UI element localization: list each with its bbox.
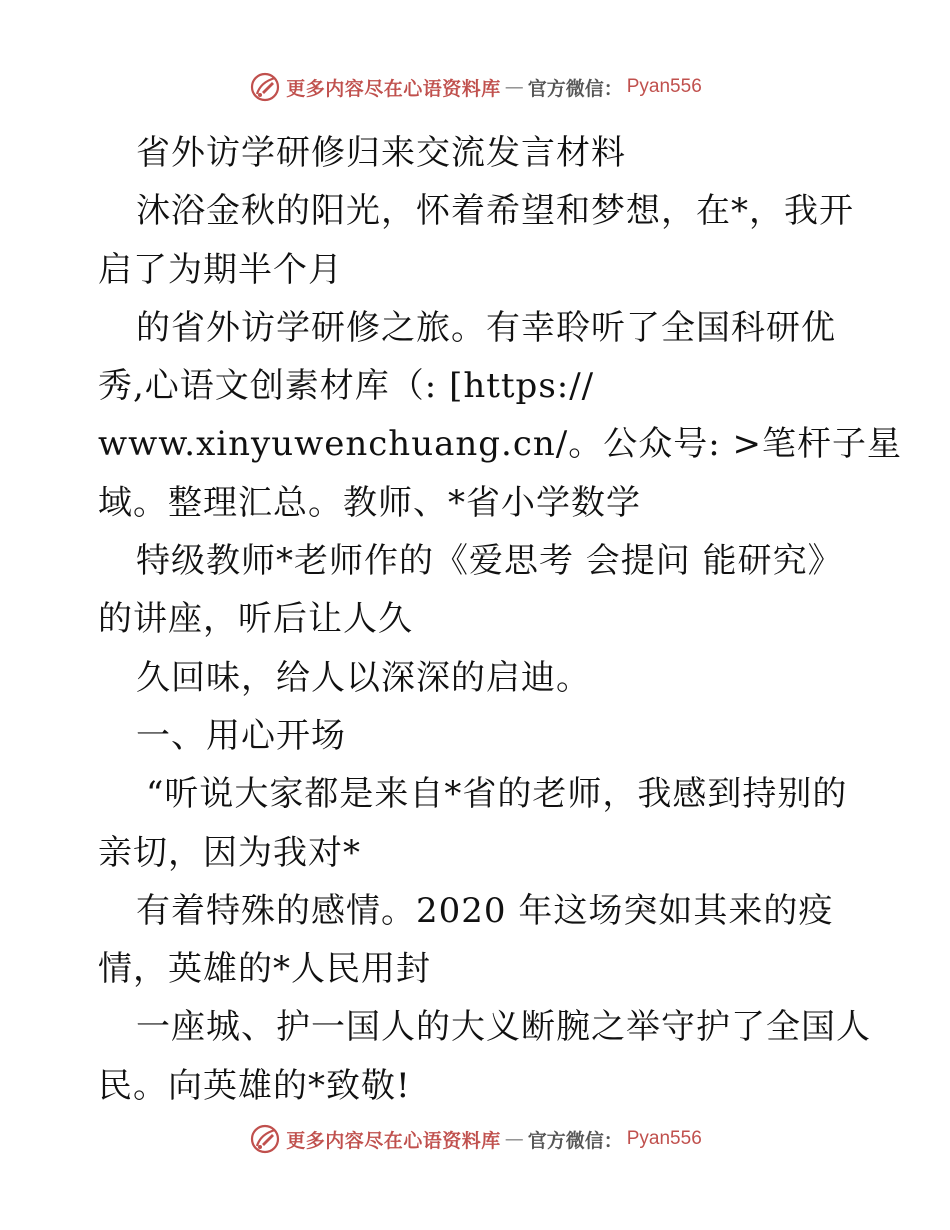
paragraph-line: 情，英雄的*人民用封 (98, 949, 431, 990)
paragraph-line: 久回味，给人以深深的启迪。 (136, 657, 591, 698)
paragraph-line: 秀,心语文创素材库（: [https:// (98, 366, 595, 407)
paragraph-line: 的讲座，听后让人久 (98, 599, 413, 640)
paragraph-line: 启了为期半个月 (98, 249, 343, 290)
paragraph-line: 民。向英雄的*致敬! (98, 1065, 411, 1106)
banner-wechat-label: 官方微信： (527, 77, 623, 100)
footer-banner (0, 1122, 950, 1156)
document-title: 省外访学研修归来交流发言材料 (136, 133, 626, 173)
pen-swirl-logo-icon (248, 1122, 282, 1156)
paragraph-line: 的省外访学研修之旅。有幸聆听了全国科研优 (136, 307, 836, 348)
banner-wechat-id: Pyan556 (626, 1128, 702, 1149)
paragraph-line: www.xinyuwenchuang.cn/。公众号: >笔杆子星 (98, 424, 902, 465)
pen-swirl-logo-icon (248, 70, 282, 104)
banner-dash: — (504, 1128, 524, 1150)
paragraph-line: 一座城、护一国人的大义断腕之举守护了全国人 (136, 1007, 871, 1048)
paragraph-line: 特级教师*老师作的《爱思考 会提问 能研究》 (136, 541, 843, 582)
banner-dash: — (504, 76, 524, 98)
paragraph-line: 有着特殊的感情。2020 年这场突如其来的疫 (136, 890, 834, 931)
paragraph-line: 域。整理汇总。教师、*省小学数学 (98, 482, 641, 523)
banner-wechat-label: 官方微信： (527, 1129, 623, 1152)
paragraph-line: “听说大家都是来自*省的老师，我感到持别的 (146, 774, 848, 815)
banner-main-text: 更多内容尽在心语资料库 (286, 77, 501, 100)
banner-wechat-id: Pyan556 (626, 76, 702, 97)
header-banner (0, 70, 950, 104)
paragraph-line: 亲切，因为我对* (98, 832, 361, 873)
banner-main-text: 更多内容尽在心语资料库 (286, 1129, 501, 1152)
section-heading: 一、用心开场 (136, 715, 346, 756)
paragraph-line: 沐浴金秋的阳光，怀着希望和梦想，在*，我开 (136, 191, 854, 232)
document-body (98, 124, 902, 1115)
